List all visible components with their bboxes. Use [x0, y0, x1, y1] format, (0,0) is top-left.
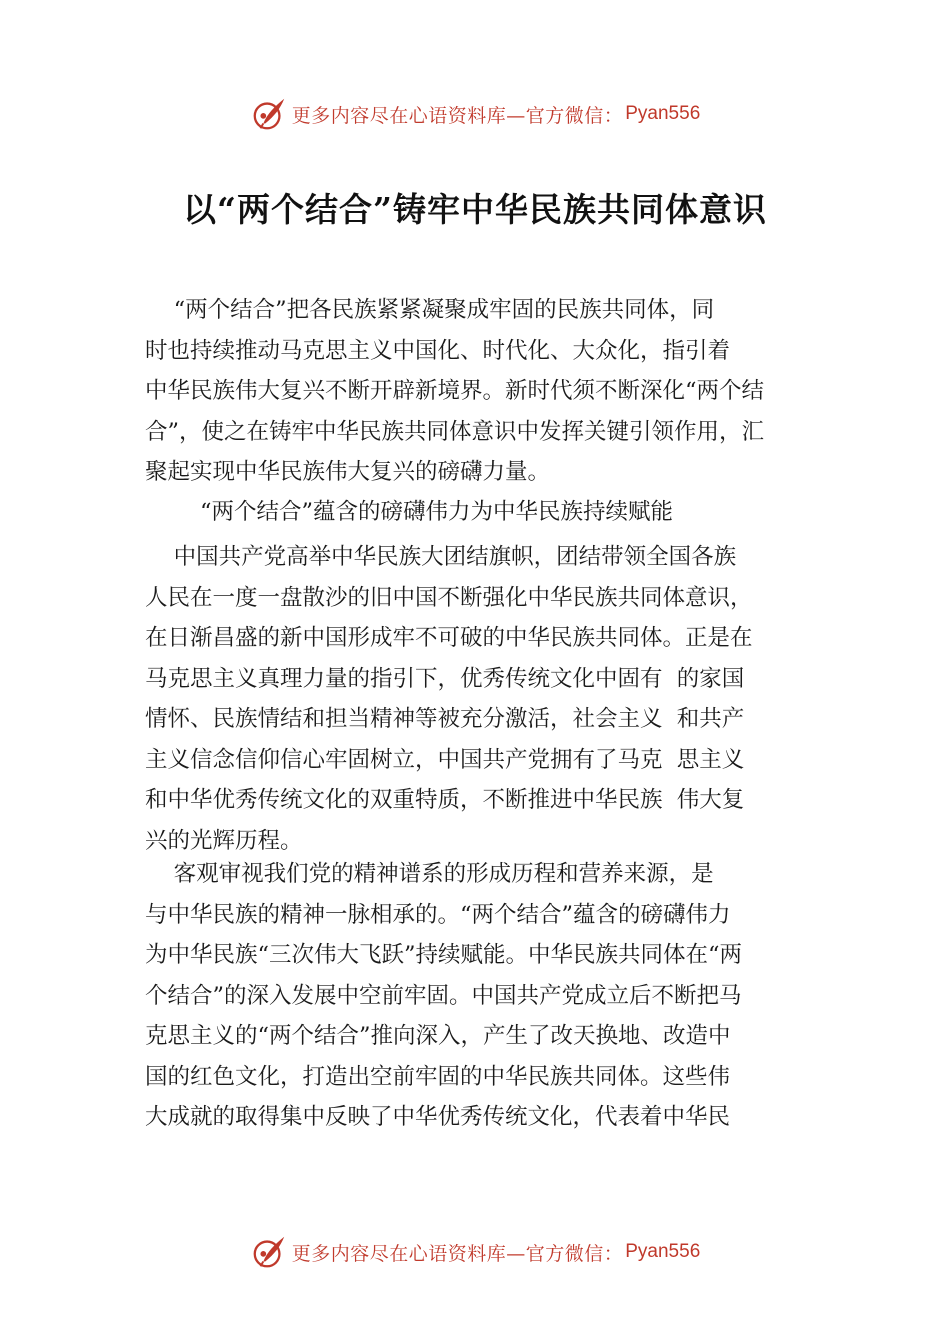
banner-wechat-id: Pyan556 [625, 103, 701, 124]
feather-pen-logo-icon [250, 1233, 288, 1271]
text-line: “两个结合”把各民族紧紧凝聚成牢固的民族共同体，同 [145, 297, 715, 323]
text-line: 克思主义的“两个结合”推向深入，产生了改天换地、改造中 [145, 1023, 731, 1049]
text-line: 大成就的取得集中反映了中华优秀传统文化，代表着中华民 [145, 1104, 731, 1130]
text-line: 与中华民族的精神一脉相承的。“两个结合”蕴含的磅礴伟力 [145, 901, 731, 928]
text-line: 中国共产党高举中华民族大团结旗帜，团结带领全国各族 [145, 544, 737, 570]
text-line: 客观审视我们党的精神谱系的形成历程和营养来源，是 [145, 861, 714, 887]
document-title: 以“两个结合”铸牢中华民族共同体意识 [183, 190, 767, 229]
text-line: 个结合”的深入发展中空前牢固。中国共产党成立后不断把马 [145, 982, 742, 1009]
header-banner [0, 94, 950, 134]
text-line: 兴的光辉历程。 [145, 827, 303, 854]
footer-banner [0, 1232, 950, 1272]
text-line: 为中华民族“三次伟大飞跃”持续赋能。中华民族共同体在“两 [145, 942, 743, 968]
text-line: 主义信念信仰信心牢固树立，中国共产党拥有了马克 思主义 [145, 746, 745, 773]
text-line: 聚起实现中华民族伟大复兴的磅礴力量。 [145, 459, 551, 485]
text-line: 情怀、民族情结和担当精神等被充分激活，社会主义 和共产 [145, 706, 745, 732]
paragraph-1 [145, 290, 825, 493]
paragraph-3 [145, 854, 825, 1138]
feather-pen-logo-icon [250, 95, 288, 133]
text-line: 在日渐昌盛的新中国形成牢不可破的中华民族共同体。正是在 [145, 625, 753, 651]
paragraph-2 [145, 537, 825, 861]
text-line: 合”，使之在铸牢中华民族共同体意识中发挥关键引领作用，汇 [145, 418, 765, 445]
subheading [200, 492, 880, 533]
text-line: 和中华优秀传统文化的双重特质，不断推进中华民族 伟大复 [145, 787, 745, 813]
text-line: 国的红色文化，打造出空前牢固的中华民族共同体。这些伟 [145, 1063, 731, 1090]
banner-wechat-id: Pyan556 [625, 1241, 701, 1262]
banner-promo-text: 更多内容尽在心语资料库—官方微信： [291, 1242, 624, 1265]
text-line: 中华民族伟大复兴不断开辟新境界。新时代须不断深化“两个结 [145, 378, 765, 404]
text-line: 人民在一度一盘散沙的旧中国不断强化中华民族共同体意识， [145, 584, 753, 611]
text-line: 马克思主义真理力量的指引下，优秀传统文化中固有 的家国 [145, 665, 745, 692]
text-line: 时也持续推动马克思主义中国化、时代化、大众化，指引着 [145, 337, 731, 364]
banner-promo-text: 更多内容尽在心语资料库—官方微信： [291, 104, 624, 127]
section-subheading: “两个结合”蕴含的磅礴伟力为中华民族持续赋能 [200, 499, 674, 525]
